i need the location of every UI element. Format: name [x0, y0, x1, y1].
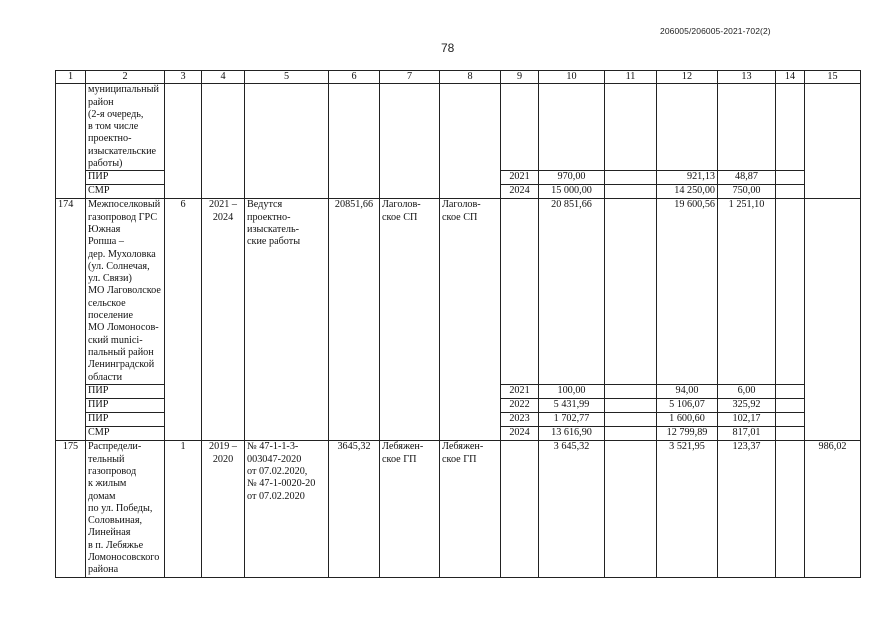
- amount-cell: 325,92: [718, 399, 776, 413]
- length-cell: 6: [165, 199, 202, 441]
- table-row: [56, 441, 861, 577]
- municipality-cell: Лебяжен- ское ГП: [440, 441, 501, 577]
- row-number: 174: [56, 199, 86, 441]
- col-num-1: 1: [56, 71, 86, 84]
- document-id: 206005/206005-2021-702(2): [660, 26, 771, 36]
- amount-cell: 20 851,66: [539, 199, 605, 385]
- col-num-12: 12: [657, 71, 718, 84]
- col-num-15: 15: [805, 71, 861, 84]
- amount-cell: 1 251,10: [718, 199, 776, 385]
- amount-cell: 13 616,90: [539, 427, 605, 441]
- cost-cell: 3645,32: [329, 441, 380, 577]
- col-num-4: 4: [202, 71, 245, 84]
- work-type: ПИР: [86, 385, 165, 399]
- amount-cell: 48,87: [718, 171, 776, 185]
- amount-cell: 986,02: [805, 441, 861, 577]
- amount-cell: 12 799,89: [657, 427, 718, 441]
- amount-cell: 94,00: [657, 385, 718, 399]
- amount-cell: 100,00: [539, 385, 605, 399]
- col-num-2: 2: [86, 71, 165, 84]
- year-cell: 2024: [501, 185, 539, 199]
- amount-cell: 19 600,56: [657, 199, 718, 385]
- col-num-10: 10: [539, 71, 605, 84]
- row-number: 175: [56, 441, 86, 577]
- table-row: [56, 199, 861, 385]
- amount-cell: 5 106,07: [657, 399, 718, 413]
- amount-cell: 970,00: [539, 171, 605, 185]
- column-number-row: [56, 71, 861, 84]
- work-type: СМР: [86, 185, 165, 199]
- year-cell: 2021: [501, 171, 539, 185]
- amount-cell: 14 250,00: [657, 185, 718, 199]
- table-row: [56, 84, 861, 171]
- col-num-5: 5: [245, 71, 329, 84]
- amount-cell: 1 702,77: [539, 413, 605, 427]
- amount-cell: 3 645,32: [539, 441, 605, 577]
- amount-cell: 15 000,00: [539, 185, 605, 199]
- col-num-6: 6: [329, 71, 380, 84]
- amount-cell: 921,13: [657, 171, 718, 185]
- approval-cell: № 47-1-1-3- 003047-2020 от 07.02.2020, № 47-1-0020-20 от 07.02.2020: [245, 441, 329, 577]
- work-type: СМР: [86, 427, 165, 441]
- year-cell: 2023: [501, 413, 539, 427]
- amount-cell: 123,37: [718, 441, 776, 577]
- year-cell: 2024: [501, 427, 539, 441]
- cost-cell: 20851,66: [329, 199, 380, 441]
- municipality-cell: Лаголов- ское СП: [380, 199, 440, 441]
- amount-cell: 817,01: [718, 427, 776, 441]
- municipality-cell: Лебяжен- ское ГП: [380, 441, 440, 577]
- period-cell: 2021 – 2024: [202, 199, 245, 441]
- col-num-7: 7: [380, 71, 440, 84]
- municipality-cell: Лаголов- ское СП: [440, 199, 501, 441]
- object-name: Межпоселковый газопровод ГРС Южная Ропша – дер. Мухоловка (ул. Солнечая, ул. Связи) МО Лаговолское сельское поселение МО Ломоносов- ский munici- пальный район Ленинградской области: [86, 199, 165, 385]
- period-cell: 2019 – 2020: [202, 441, 245, 577]
- register-table: [55, 70, 861, 578]
- col-num-14: 14: [776, 71, 805, 84]
- status-cell: Ведутся проектно- изыскатель- ские работы: [245, 199, 329, 441]
- col-num-11: 11: [605, 71, 657, 84]
- length-cell: 1: [165, 441, 202, 577]
- object-name: муниципальный район (2-я очередь, в том числе проектно- изыскательские работы): [86, 84, 165, 171]
- col-num-13: 13: [718, 71, 776, 84]
- work-type: ПИР: [86, 171, 165, 185]
- page-number: 78: [441, 41, 455, 55]
- work-type: ПИР: [86, 399, 165, 413]
- amount-cell: 3 521,95: [657, 441, 718, 577]
- col-num-9: 9: [501, 71, 539, 84]
- amount-cell: 750,00: [718, 185, 776, 199]
- amount-cell: 102,17: [718, 413, 776, 427]
- object-name: Распредели- тельный газопровод к жилым домам по ул. Победы, Соловьиная, Линейная в п. Лебяжье Ломоносовского района: [86, 441, 165, 577]
- amount-cell: 1 600,60: [657, 413, 718, 427]
- work-type: ПИР: [86, 413, 165, 427]
- amount-cell: 5 431,99: [539, 399, 605, 413]
- year-cell: 2022: [501, 399, 539, 413]
- year-cell: 2021: [501, 385, 539, 399]
- amount-cell: 6,00: [718, 385, 776, 399]
- col-num-8: 8: [440, 71, 501, 84]
- col-num-3: 3: [165, 71, 202, 84]
